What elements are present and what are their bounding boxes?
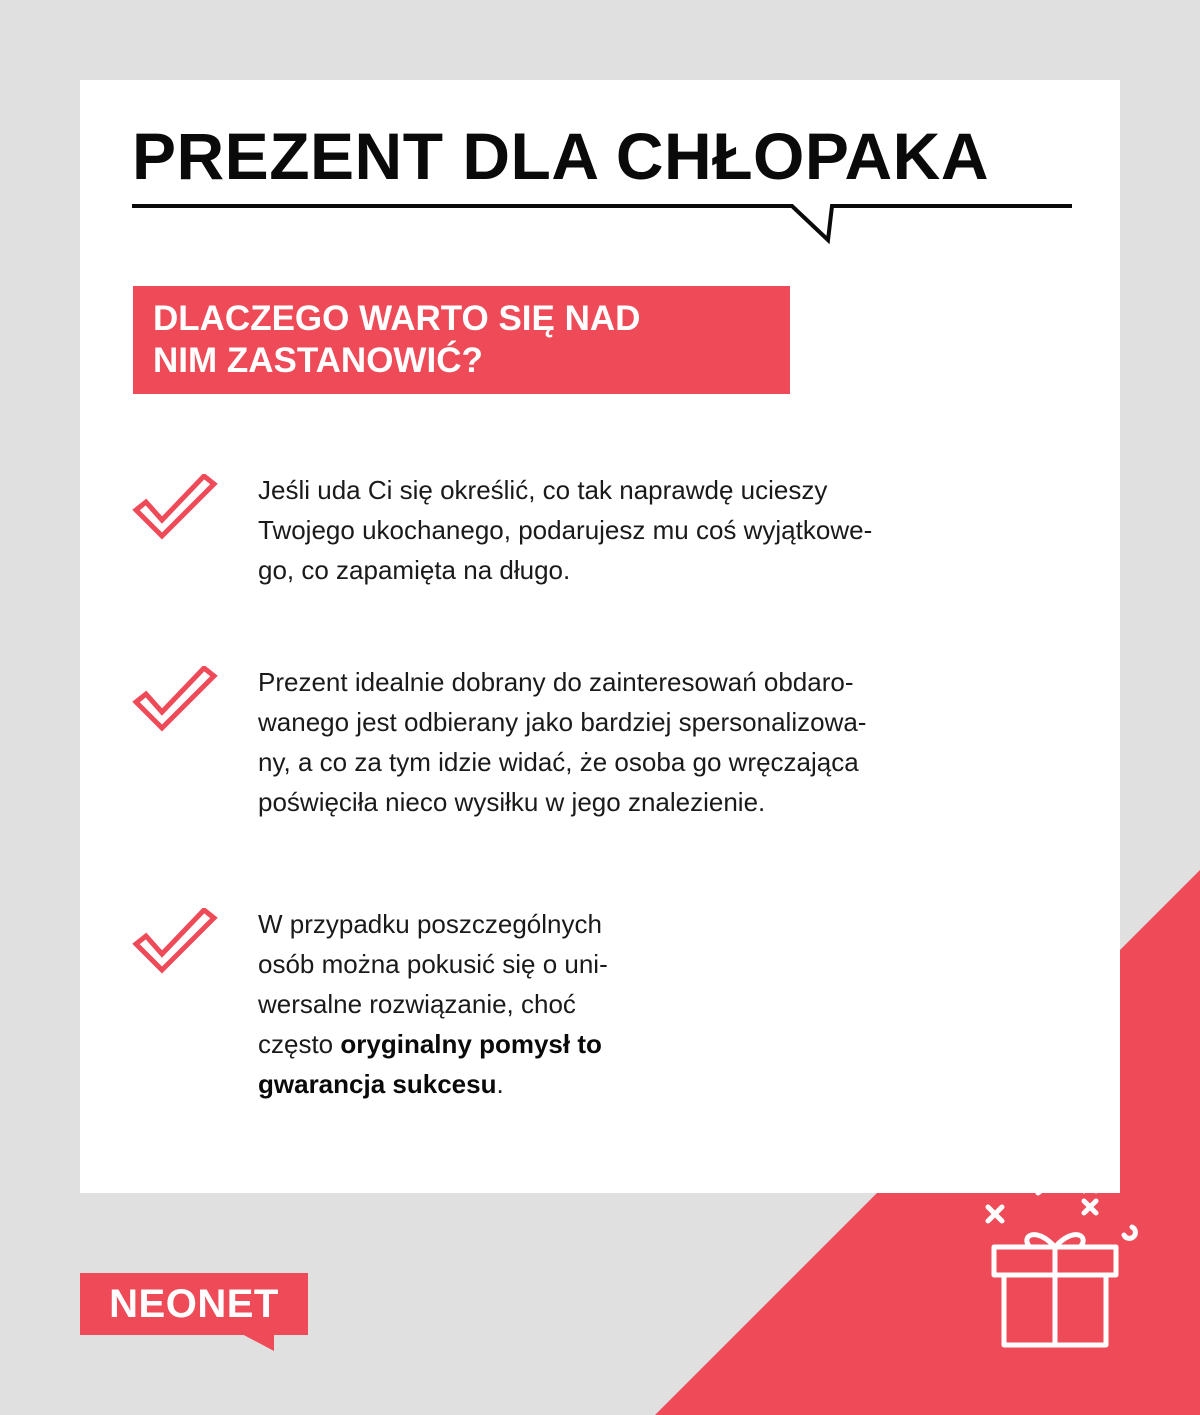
list-item-line: wersalne rozwiązanie, choć	[258, 989, 576, 1019]
list-item-line: Prezent idealnie dobrany do zainteresowań obdaro-	[258, 667, 854, 697]
logo-speech-tail	[240, 1333, 280, 1353]
list-item-emphasis: oryginalny pomysł to	[340, 1029, 602, 1059]
neonet-logo	[80, 1273, 310, 1353]
list-item-text	[258, 904, 608, 1104]
gift-icon	[980, 1165, 1150, 1350]
logo-text: NEONET	[109, 1282, 279, 1326]
list-item-line: osób można pokusić się o uni-	[258, 949, 608, 979]
list-item-emphasis: gwarancja sukcesu	[258, 1069, 497, 1099]
list-item-line: W przypadku poszczególnych	[258, 909, 602, 939]
list-item-line: Jeśli uda Ci się określić, co tak naprawdę ucieszy	[258, 475, 828, 505]
checkmark-icon	[128, 666, 218, 738]
list-item-line: poświęciła nieco wysiłku w jego znalezienie.	[258, 787, 766, 817]
subtitle-line-1: DLACZEGO WARTO SIĘ NAD	[153, 299, 641, 338]
checkmark-icon	[128, 474, 218, 546]
list-item-text-suffix: .	[496, 1069, 504, 1099]
list-item-line	[258, 1024, 608, 1064]
speech-bubble-underline	[132, 200, 1072, 260]
page-title: PREZENT DLA CHŁOPAKA	[132, 119, 989, 193]
checkmark-icon	[128, 908, 218, 980]
subtitle-banner	[133, 286, 790, 394]
list-item-line: ny, a co za tym idzie widać, że osoba go wręczająca	[258, 747, 859, 777]
list-item-text	[258, 662, 866, 822]
list-item-text	[258, 470, 872, 590]
list-item-text-prefix: często	[258, 1029, 341, 1059]
subtitle-line-2: NIM ZASTANOWIĆ?	[153, 341, 483, 380]
list-item-line	[258, 1064, 608, 1104]
content-card	[80, 80, 1120, 1193]
list-item-line: go, co zapamięta na długo.	[258, 555, 571, 585]
list-item-line: wanego jest odbierany jako bardziej spersonalizowa-	[258, 707, 867, 737]
list-item-line: Twojego ukochanego, podarujesz mu coś wyjątkowe-	[258, 515, 873, 545]
